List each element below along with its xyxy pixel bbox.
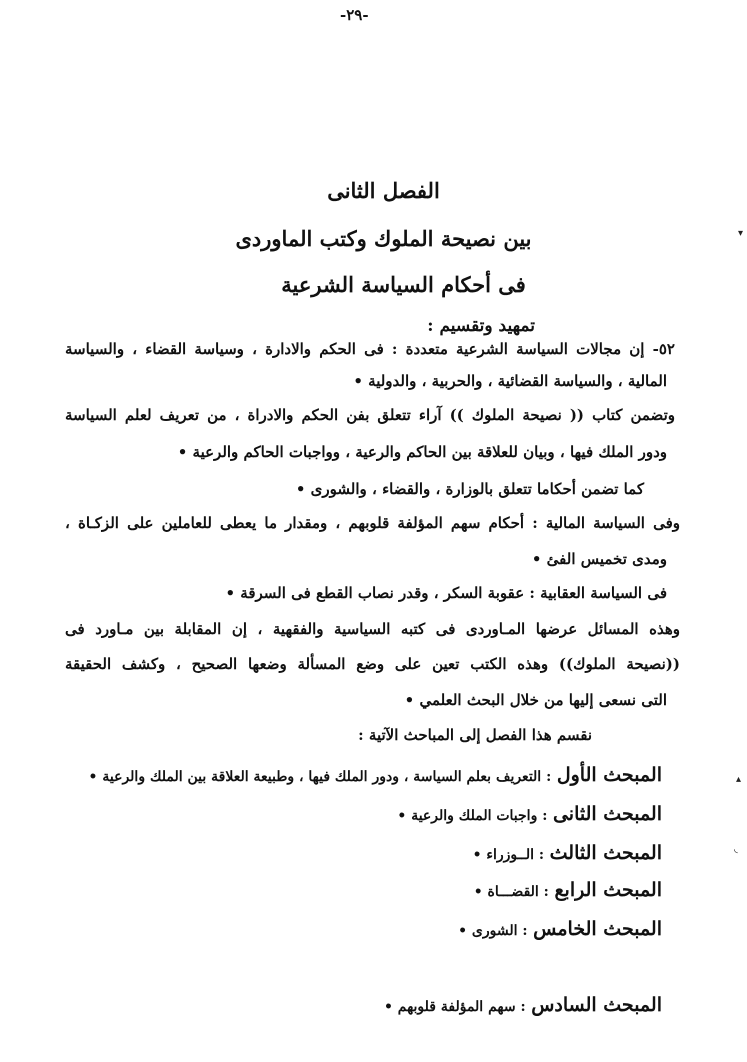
section-text: : التعريف بعلم السياسة ، ودور الملك فيها ، وطبيعة العلاقة بين الملك والرعية • — [88, 769, 552, 785]
section-label: المبحث الثانى — [552, 803, 662, 825]
section-text: : واجبات الملك والرعية • — [397, 808, 548, 824]
section-label: المبحث الرابع — [554, 879, 662, 901]
paragraph-line: نقسم هذا الفصل إلى المباحث الآتية : — [358, 726, 592, 744]
section-item — [458, 918, 662, 940]
section-item — [89, 764, 662, 786]
section-label: المبحث الأول — [556, 764, 662, 786]
paragraph-line: التى نسعى إليها من خلال البحث العلمي • — [404, 691, 667, 709]
paragraph-line: ودور الملك فيها ، وبيان للعلاقة بين الحاكم والرعية ، وواجبات الحاكم والرعية • — [177, 443, 667, 461]
section-label: المبحث الخامس — [533, 918, 662, 940]
page-number: -٢٩- — [340, 6, 369, 24]
paragraph-line: وهذه المسائل عرضها المـاوردى فى كتبه السياسية والفقهية ، إن المقابلة بين مـاورد فى — [65, 620, 680, 638]
intro-heading: تمهيد وتقسيم : — [427, 316, 535, 336]
section-item — [473, 842, 662, 864]
paragraph-line: ومدى تخميس الفئ • — [531, 550, 667, 568]
paragraph-line: ((نصيحة الملوك)) وهذه الكتب تعين على وضع المسألة وضعها الصحيح ، وكشف الحقيقة — [65, 655, 680, 673]
paragraph-line: كما تضمن أحكاما تتعلق بالوزارة ، والقضاء ، والشورى • — [295, 480, 644, 498]
section-text: : سهم المؤلفة قلوبهم • — [383, 999, 526, 1015]
section-label: المبحث السادس — [531, 994, 662, 1016]
scan-mark: ◟ — [734, 844, 738, 855]
section-item — [397, 803, 662, 825]
paragraph-line: وتضمن كتاب (( نصيحة الملوك )) آراء تتعلق بفن الحكم والادراة ، من تعريف لعلم السياسة — [65, 406, 675, 424]
section-text: : الشورى • — [458, 923, 528, 939]
scan-mark: ▴ — [736, 774, 742, 785]
paragraph-line: المالية ، والسياسة القضائية ، والحربية ، والدولية • — [353, 372, 667, 390]
paragraph-line: وفى السياسة المالية : أحكام سهم المؤلفة قلوبهم ، ومقدار ما يعطى للعاملين على الزكـاة ، — [65, 514, 680, 532]
scan-mark: ▾ — [738, 228, 744, 239]
section-text: : الــوزراء • — [472, 847, 545, 863]
chapter-subtitle-2: فى أحكام السياسة الشرعية — [281, 272, 526, 297]
chapter-title: الفصل الثانى — [327, 178, 440, 203]
section-item — [474, 879, 662, 901]
section-item — [384, 994, 662, 1016]
section-label: المبحث الثالث — [549, 842, 662, 864]
section-text: : القضـــاة • — [473, 884, 549, 900]
paragraph-line: فى السياسة العقابية : عقوبة السكر ، وقدر نصاب القطع فى السرقة • — [225, 584, 667, 602]
paragraph-line: ٥٢- إن مجالات السياسة الشرعية متعددة : فى الحكم والادارة ، وسياسة القضاء ، والسياسة — [65, 340, 675, 358]
chapter-subtitle-1: بين نصيحة الملوك وكتب الماوردى — [235, 226, 532, 251]
